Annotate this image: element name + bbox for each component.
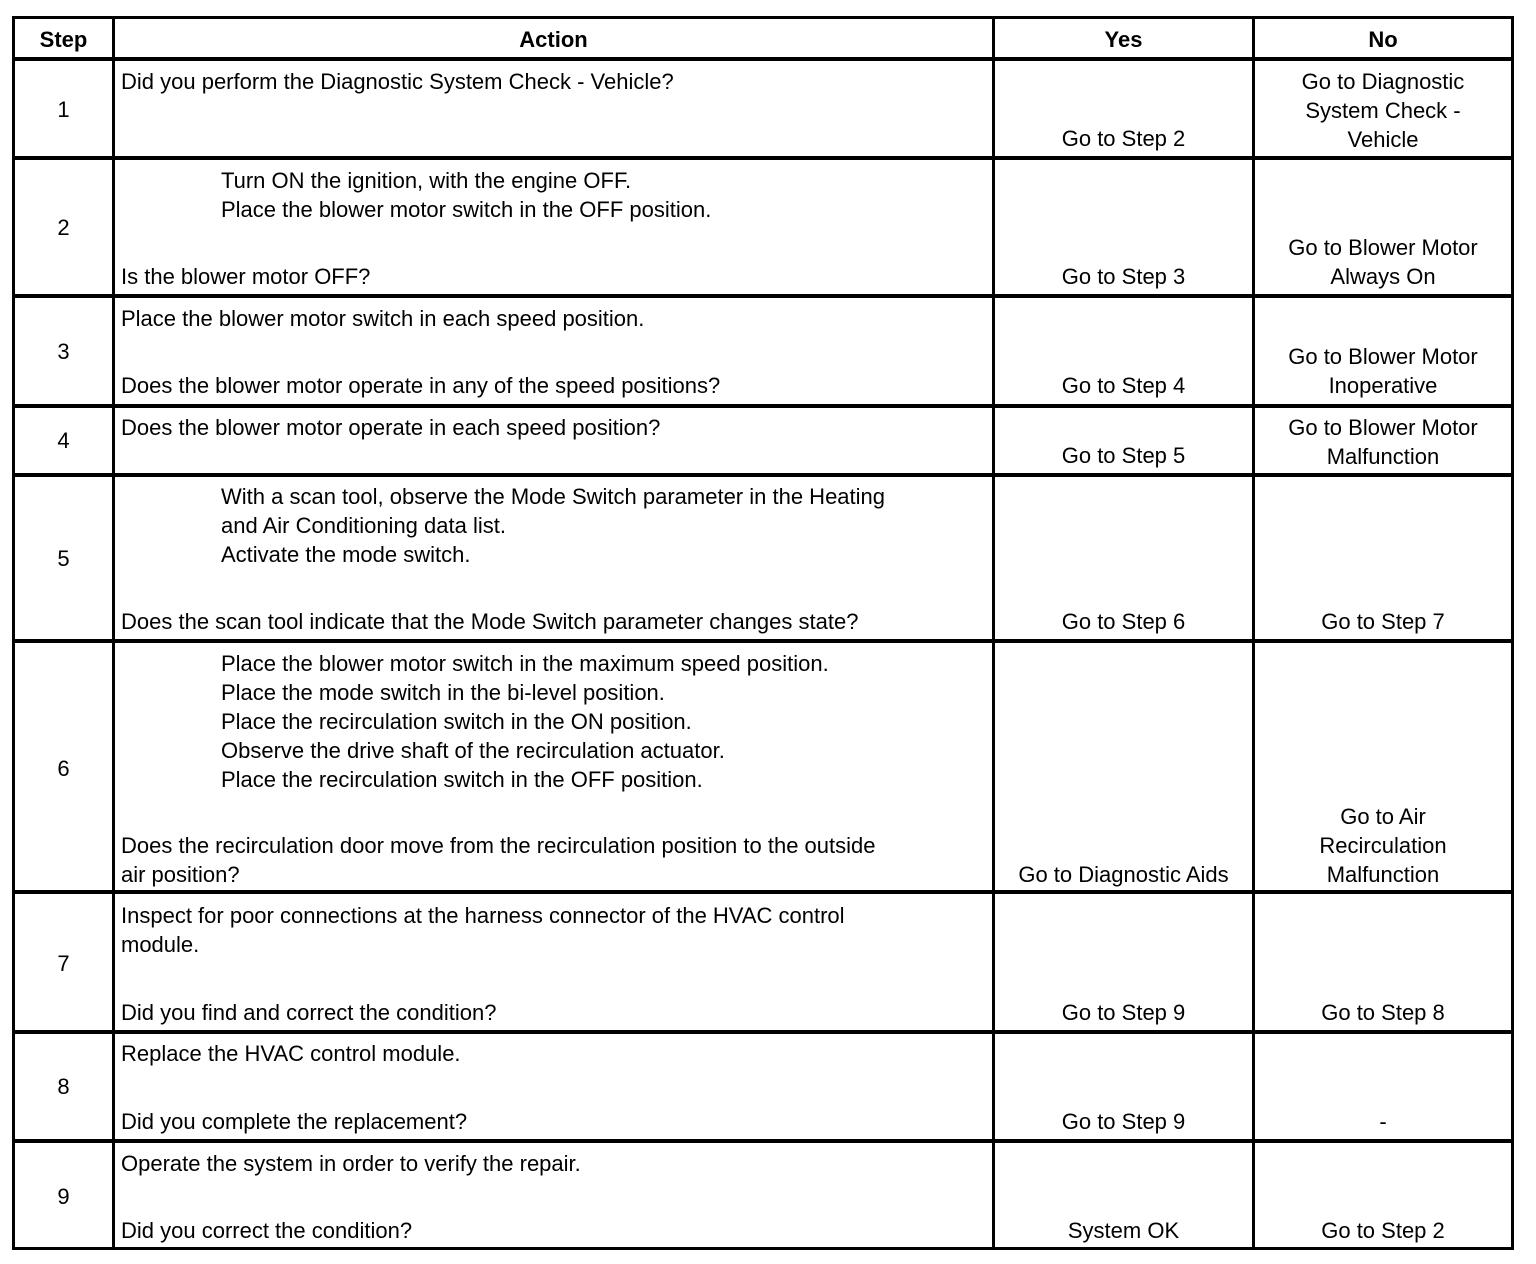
no-result: Go to Step 8 [1321,1000,1445,1025]
yes-result: Go to Step 9 [1061,1000,1186,1025]
action-text: Turn ON the ignition, with the engine OFF. Place the blower motor switch in the OFF position. [221,168,712,222]
step-number: 1 [57,97,70,122]
step-number: 5 [57,546,70,571]
action-text: Replace the HVAC control module. [121,1041,461,1066]
row-divider [15,404,1511,408]
no-result: Go to Blower Motor Inoperative [1288,344,1478,398]
yes-result: Go to Diagnostic Aids [1018,862,1229,887]
row-divider [15,1030,1511,1034]
question-text: Does the recirculation door move from the recirculation position to the outside air position? [121,833,876,887]
row-divider [15,890,1511,894]
step-number: 3 [57,339,70,364]
question-text: Did you find and correct the condition? [121,1000,497,1025]
step-number: 8 [57,1074,70,1099]
row-divider [15,639,1511,643]
action-text: Did you perform the Diagnostic System Check - Vehicle? [121,69,674,94]
action-text: Operate the system in order to verify the repair. [121,1151,581,1176]
step-number: 9 [57,1184,70,1209]
row-divider [15,473,1511,477]
header-action: Action [519,27,588,52]
no-result: Go to Diagnostic System Check - Vehicle [1301,69,1465,152]
row-divider [15,294,1511,298]
column-divider [112,19,115,1247]
yes-result: Go to Step 6 [1061,609,1186,634]
no-result: Go to Step 2 [1321,1218,1445,1243]
yes-result: Go to Step 5 [1061,443,1186,468]
step-number: 4 [57,428,70,453]
diagnostic-table [12,16,1514,1250]
action-text: Inspect for poor connections at the harness connector of the HVAC control module. [121,903,845,957]
action-text: With a scan tool, observe the Mode Switch parameter in the Heating and Air Conditioning data list. Activate the mode switch. [221,484,886,567]
no-result: Go to Blower Motor Always On [1288,235,1478,289]
header-yes: Yes [1104,27,1143,52]
no-result: Go to Step 7 [1321,609,1445,634]
step-number: 6 [57,756,70,781]
yes-result: System OK [1067,1218,1180,1243]
no-result: Go to Air Recirculation Malfunction [1319,804,1447,887]
yes-result: Go to Step 9 [1061,1109,1186,1134]
header-no: No [1368,27,1398,52]
action-text: Place the blower motor switch in the maximum speed position. Place the mode switch in the bi-level position. Place the recirculation switch in the ON position. Observe the drive shaft of the recirculation actuator. Place the recirculation switch in the OFF position. [221,651,829,792]
header-step: Step [39,27,88,52]
step-number: 7 [57,951,70,976]
no-result: - [1379,1109,1387,1134]
row-divider [15,156,1511,160]
question-text: Is the blower motor OFF? [121,264,371,289]
no-result: Go to Blower Motor Malfunction [1288,415,1478,469]
question-text: Does the blower motor operate in any of the speed positions? [121,373,721,398]
action-text: Does the blower motor operate in each speed position? [121,415,661,440]
question-text: Did you complete the replacement? [121,1109,468,1134]
step-number: 2 [57,215,70,240]
yes-result: Go to Step 4 [1061,373,1186,398]
question-text: Does the scan tool indicate that the Mode Switch parameter changes state? [121,609,859,634]
row-divider [15,1139,1511,1143]
yes-result: Go to Step 2 [1061,126,1186,151]
action-text: Place the blower motor switch in each speed position. [121,306,645,331]
row-divider [15,57,1511,61]
question-text: Did you correct the condition? [121,1218,413,1243]
yes-result: Go to Step 3 [1061,264,1186,289]
